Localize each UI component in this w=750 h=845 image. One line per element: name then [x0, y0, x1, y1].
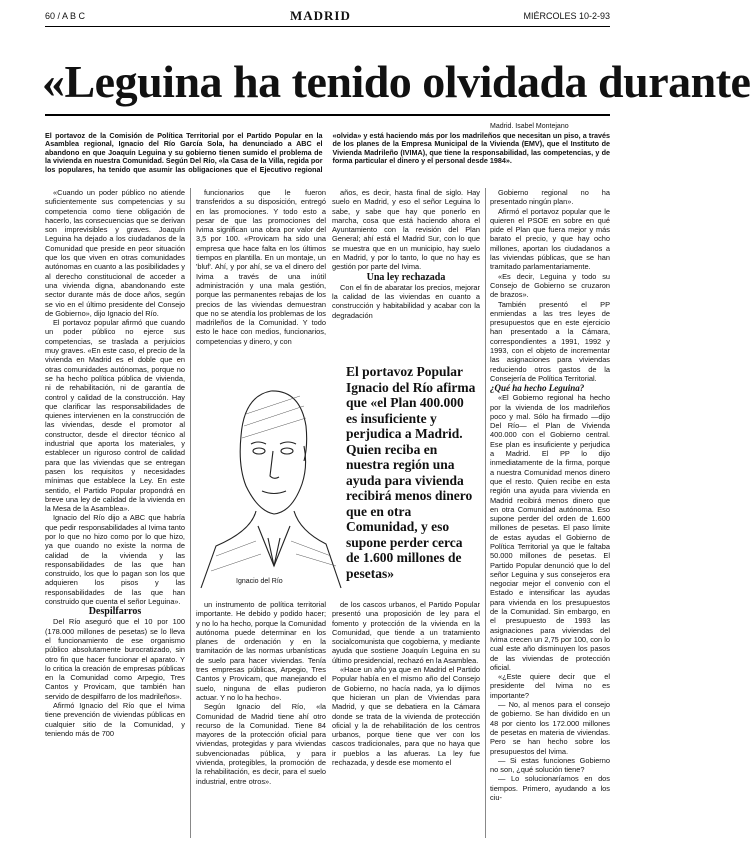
subheading: ¿Qué ha hecho Leguina? — [490, 383, 585, 394]
byline: Madrid. Isabel Montejano — [490, 123, 569, 130]
page-number: 60 / A B C — [45, 11, 86, 21]
paragraph: También presentó el PP enmiendas a las tres leyes de presupuestos que en este ejercicio han presentado a la Cámara, correspondientes a 1991, 1992 y 1993, con el objeto de incrementar las asignaciones para viviendas reduciendo otros gastos de la Consejería de Política Territorial. — [490, 299, 610, 383]
subheading: Despilfarros — [88, 606, 142, 618]
paragraph: Gobierno regional no ha presentado ningún plan». — [490, 188, 610, 207]
paragraph: Del Río aseguró que el 10 por 100 (178.000 millones de pesetas) se lo lleva el funcionamiento de ese organismo público absolutamente burocratizado, sin otro fin que hacer funcionar el aparato. Y lo critica la creación de empresas públicas en la Comunidad como Arpegio, Tres Cantos y Provicam, que también han servido de despilfarro de los madrileños». — [45, 617, 185, 701]
portrait-illustration — [196, 366, 341, 588]
paragraph: — Si estas funciones Gobierno no son, ¿qué solución tiene? — [490, 755, 610, 775]
paragraph: — Lo solucionaríamos en dos tiempos. Primero, ayudando a los ciu- — [490, 774, 610, 802]
article-column-3-top — [332, 188, 480, 358]
headline: «Leguina ha tenido olvidada durante — [42, 56, 750, 107]
column-divider — [190, 188, 191, 838]
headline-rule — [45, 114, 610, 116]
article-column-4 — [490, 188, 610, 838]
paragraph: Con el fin de abaratar los precios, mejorar la calidad de las viviendas en cuanto a construcción y habitabilidad y acabar con la degradación — [332, 282, 480, 320]
section-title: MADRID — [290, 8, 351, 23]
paragraph: Según Ignacio del Río, «la Comunidad de Madrid tiene ahí otro recurso de la Comunidad. Tiene 84 mayores de la protección oficial para viviendas, protegidas y para viviendas subvencionadas pública, y para vivienda, protegibles, la promoción de la rehabilitación, es decir, para el suelo industrial, entre otros». — [196, 702, 326, 786]
paragraph: de los cascos urbanos, el Partido Popular presentó una proposición de ley para el fomento y protección de la vivienda en la Comunidad, que tiende a un tratamiento socialcomunista que cogobierna, y mediante ayuda que sostiene Joaquín Leguina en su último presidencial, rechazó en la Asamblea. — [332, 600, 480, 665]
paragraph: Ignacio del Río dijo a ABC que habría que pedir responsabilidades al Ivima tanto por lo que no hizo como por lo que hizo, ya que cuando no existe la norma de calidad de la vivienda y las responsabilidades de las que han construido, los que lo pagan son los que adquieren los pisos y las responsabilidades de las que han construido que cuenta el señor Leguina». — [45, 513, 185, 607]
article-column-1 — [45, 188, 185, 838]
header-rule — [45, 26, 610, 27]
paragraph: un instrumento de política territorial importante. He debido y podido hacer; y no lo ha hecho, porque la Comunidad autónoma puede determinar en los planes de ordenación y en la tramitación de las normas urbanísticas de suelo para hacer viviendas. Tenía tres empresas públicas, Arpegio, Tres Cantos y Provicam, que manejando el suelo, ninguna de ellas pudieron actuar. Y no lo ha hecho». — [196, 600, 326, 702]
pull-quote: El portavoz Popular Ignacio del Río afirma que «el Plan 400.000 es insuficiente y perjudica a Madrid. Quien reciba en nuestra región una ayuda para vivienda recibirá menos dinero que en otra Comunidad, y eso supone perder cerca de 1.600 millones de pesetas» — [346, 364, 476, 581]
paragraph: «Es decir, Leguina y todo su Consejo de Gobierno se cruzaron de brazos». — [490, 271, 610, 300]
subheading: Una ley rechazada — [366, 271, 446, 283]
paragraph: «Hace un año ya que en Madrid el Partido Popular había en el mismo año del Consejo de Gobierno, no hacía nada, ya lo dijimos que hicieran un plan de Viviendas para Madrid, y que se debatiera en la Cámara donde se trata de la vivienda de protección oficial y la de rehabilitación de los centros urbanos, porque tiene que ver con los cascos tradicionales, para que no haya que ir pueblos a las afueras. La ley fue rechazada, y desde ese momento el — [332, 665, 480, 768]
paragraph: años, es decir, hasta final de siglo. Hay suelo en Madrid, y eso el señor Leguina lo sabe, y sabe que hay que ponerlo en marcha, cosa que está haciendo ahora el Ayuntamiento con la revisión del Plan General; ahí está el Madrid Sur, con lo que se muestra que en un municipio, hay suelo en Madrid, y por lo tanto, lo que no hay es gestión por parte del Ivima. — [332, 188, 480, 272]
paragraph: funcionarios que le fueron transferidos a su disposición, entregó en las promociones. Y todo esto a pesar de que las promociones del Ivima significan una obra por valor del 3,5 por 100. «Provicam ha sido una empresa que hace falta en los últimos tiempos en plantilla. En un montaje, un 'bluf'. Ahí, y por ahí, se va el dinero del Ivima a través de una inútil administración y una mala gestión, porque las permanentes rebajas de los precios de las viviendas demuestran que no se atendía los problemas de los madrileños de la Comunidad. Y todo esto le hace con medios, funcionarios, competencias y dinero, y con — [196, 188, 326, 346]
article-column-3-bottom — [332, 600, 480, 838]
photo-caption: Ignacio del Río — [236, 578, 283, 585]
column-divider — [485, 188, 486, 838]
paragraph: El portavoz popular afirmó que cuando un poder público no ejerce sus competencias, se traslada a perjuicios muy graves. «En este caso, el precio de la vivienda en Madrid es el doble que en otras comunidades autónomas, porque no se ha hecho política pública de vivienda, ni de rehabilitación, ni de garantía de control y calidad de la construcción. Hay que clarificar las responsabilidades de quienes intervienen en la construcción de las viviendas, desde el promotor al constructor, desde el director técnico al industrial que aporta los materiales, y establecer un riguroso control de calidad para que las viviendas que se entregan pasen los requisitos y necesidades mínimas que establece la Ley. En este sentido, el Partido Popular propondrá en breve una ley de calidad de la vivienda en la Mesa de la Asamblea». — [45, 318, 185, 514]
paragraph: «Cuando un poder público no atiende suficientemente sus competencias y su competencia como tiene obligación de hacerlo, las consecuencias que se derivan son imprevisibles y graves. Joaquín Leguina ha dejado a los ciudadanos de la Comunidad que preside en peor situación que los que viven en otras comunidades autónomas en cuanto a las posibilidades y al derecho constitucional de acceder a una vivienda digna, abandonando este sector durante más de doce años, según se vio en el último presidente del Consejo de Gobierno», dijo Ignacio del Río. — [45, 188, 185, 318]
paragraph: «El Gobierno regional ha hecho por la vivienda de los madrileños poco y mal. Sólo ha firmado —dijo Del Río— el Plan de Vivienda 400.000 con el Gobierno central. Ese plan es insuficiente y perjudica a Madrid. El PP lo dijo inmediatamente de la firma, porque a nuestra Comunidad menos dinero que el resto. Quien recibe en esta región una ayuda para vivienda en Madrid recibirá menos dinero que en otra Comunidad autónoma. Eso supone perder del orden de 1.600 millones de pesetas. El paso límite de estas ayudas el Gobierno de Política Territorial ya que le faltaba 50.000 millones de pesetas. El Partido Popular denunció que lo del señor Leguina y sus consejeros era negociar mejor el convenio con el Estado e intensificar las ayudas para vivienda en los presupuestos de la Comunidad. Sin embargo, en el presupuesto de 1993 las asignaciones para viviendas del Ivima crecen un 2,75 por 100, con lo cual este año disminuyen los pasos de las viviendas de protección oficial. — [490, 393, 610, 672]
paragraph: — No, al menos para el consejo de gobierno. Se han dividido en un 48 por ciento los 172.000 millones de pesetas en materia de viviendas. Pero se han hecho sobre los presupuestos del Ivima. — [490, 700, 610, 756]
article-column-2-top — [196, 188, 326, 358]
issue-date: MIÉRCOLES 10-2-93 — [523, 11, 610, 21]
paragraph: «¿Este quiere decir que el presidente del Ivima no es importante? — [490, 672, 610, 700]
lead-paragraph: El portavoz de la Comisión de Política Territorial por el Partido Popular en la Asamblea regional, Ignacio del Río García Sola, ha denunciado a ABC el abandono en que Joaquín Leguina y su gobierno tienen sumido el problema de la vivienda en nuestra Comunidad. Según Del Río, «la Casa de la Villa, regida por los populares, ha tenido que asumir las obligaciones que el Ejecutivo regional «olvida» y está haciendo más por los madrileños que necesitan un piso, a través de los planes de la Empresa Municipal de la Vivienda (EMV), que el Instituto de Vivienda Madrileño (IVIMA), que tiene la responsabilidad, las competencias, y de forma particular el dinero y el personal desde 1984». — [45, 131, 610, 174]
paragraph: Afirmó el portavoz popular que le quieren el PSOE en sobre en qué pide el Plan que fuera mejor y más barato el precio, y que hay ocho millones, aportan los ciudadanos a las viviendas públicas, que se han tramitado parlamentariamente. — [490, 206, 610, 272]
paragraph: Afirmó Ignacio del Río que el Ivima tiene prevención de viviendas públicas en cualquier sitio de la Comunidad, y teniendo más de 700 — [45, 701, 185, 738]
article-column-2-bottom — [196, 600, 326, 838]
page-header — [45, 8, 610, 24]
